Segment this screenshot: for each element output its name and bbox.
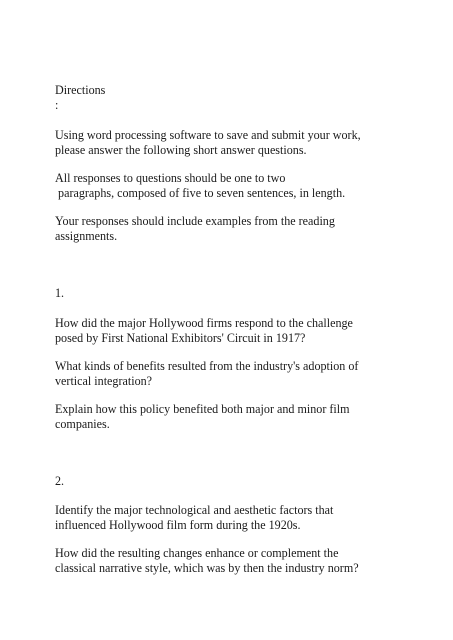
question-1-number: 1. [55,286,65,300]
examples-requirement-line-2: assignments. [55,229,118,243]
question-1-part-2-line-1: What kinds of benefits resulted from the industry's adoption of [55,359,359,373]
question-2-part-1-line-2: influenced Hollywood film form during the 1920s. [55,518,301,532]
examples-requirement-line-1: Your responses should include examples from the reading [55,214,335,228]
intro-line-2: please answer the following short answer questions. [55,143,307,157]
length-requirement-line-2: paragraphs, composed of five to seven sentences, in length. [55,186,346,200]
question-2-part-2-line-2: classical narrative style, which was by then the industry norm? [55,561,359,575]
question-1-part-3-line-1: Explain how this policy benefited both major and minor film [55,402,350,416]
question-2-number: 2. [55,474,65,488]
question-1-part-2-line-2: vertical integration? [55,374,153,388]
question-1-part-3-line-2: companies. [55,417,110,431]
question-2-part-1-line-1: Identify the major technological and aesthetic factors that [55,503,334,517]
question-2-part-2-line-1: How did the resulting changes enhance or complement the [55,546,339,560]
directions-colon: : [55,98,59,112]
question-1-part-1-line-1: How did the major Hollywood firms respond to the challenge [55,316,353,330]
length-requirement-line-1: All responses to questions should be one to two [55,171,286,185]
question-1-part-1-line-2: posed by First National Exhibitors' Circuit in 1917? [55,331,306,345]
intro-line-1: Using word processing software to save and submit your work, [55,128,361,142]
directions-heading: Directions [55,83,106,97]
